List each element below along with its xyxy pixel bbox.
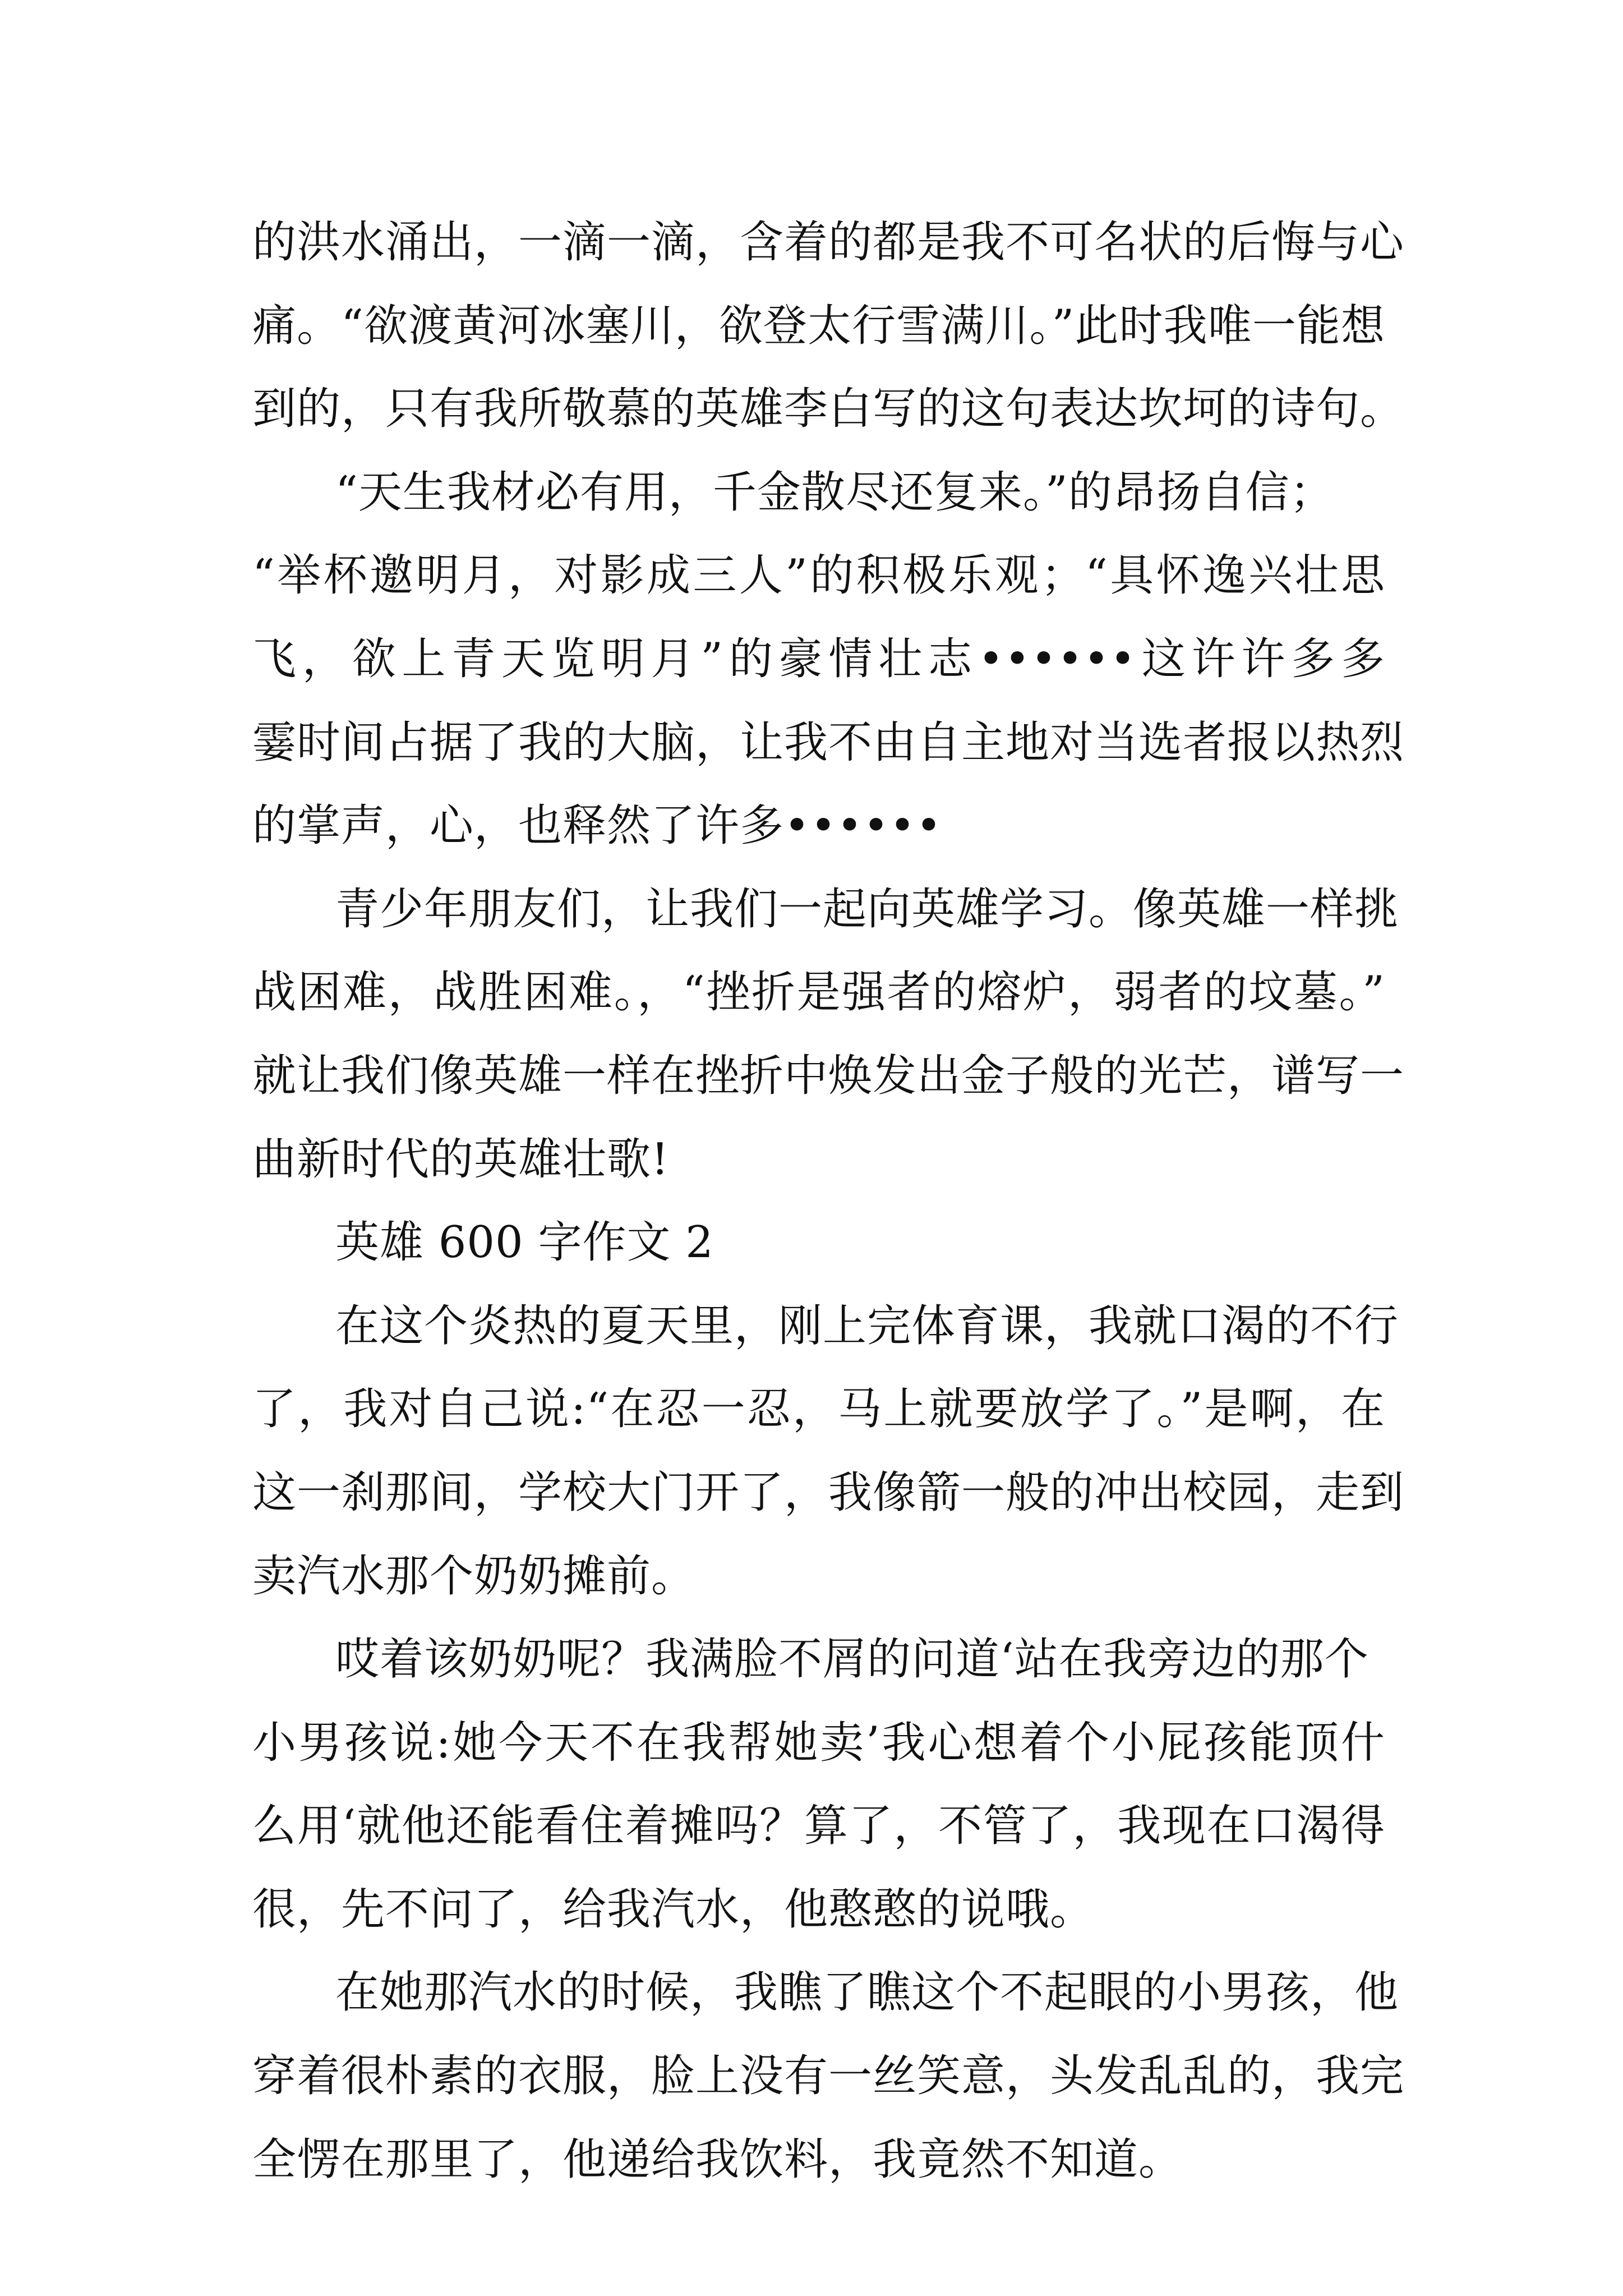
document-body: [252, 201, 1405, 2201]
paragraph-start-line: 哎着该奶奶呢？我满脸不屑的问道‘站在我旁边的那个: [335, 1634, 1369, 1685]
text-line: 小男孩说:她今天不在我帮她卖’我心想着个小屁孩能顶什: [252, 1717, 1385, 1768]
paragraph-start-line: 青少年朋友们，让我们一起向英雄学习。像英雄一样挑: [335, 884, 1399, 935]
text-line: 霎时间占据了我的大脑，让我不由自主地对当选者报以热烈: [252, 717, 1405, 768]
text-line: 很，先不问了，给我汽水，他憨憨的说哦。: [252, 1884, 1095, 1935]
text-line: 飞，欲上青天览明月”的豪情壮志••••••这许许多多: [252, 633, 1385, 684]
text-line: “举杯邀明月，对影成三人”的积极乐观；“具怀逸兴壮思: [252, 550, 1385, 601]
text-line: 就让我们像英雄一样在挫折中焕发出金子般的光芒，谱写一: [252, 1050, 1405, 1101]
text-line: 曲新时代的英雄壮歌!: [252, 1134, 670, 1185]
text-line: 全愣在那里了，他递给我饮料，我竟然不知道。: [252, 2134, 1183, 2185]
text-line: 卖汽水那个奶奶摊前。: [252, 1550, 696, 1602]
text-line: 战困难，战胜困难。，“挫折是强者的熔炉，弱者的坟墓。”: [252, 967, 1385, 1018]
text-line: 到的，只有我所敬慕的英雄李白写的这句表达坎坷的诗句。: [252, 384, 1405, 435]
text-line: 穿着很朴素的衣服，脸上没有一丝笑意，头发乱乱的，我完: [252, 2051, 1405, 2102]
text-line: 了，我对自己说:“在忍一忍，马上就要放学了。”是啊，在: [252, 1384, 1385, 1435]
paragraph-start-line: 在这个炎热的夏天里，刚上完体育课，我就口渴的不行: [335, 1300, 1399, 1351]
text-line: 痛。“欲渡黄河冰塞川，欲登太行雪满川。”此时我唯一能想: [252, 300, 1385, 351]
paragraph-start-line: “天生我材必有用，千金散尽还复来。”的昂扬自信；: [335, 467, 1334, 518]
text-line: 么用‘就他还能看住着摊吗？算了，不管了，我现在口渴得: [252, 1801, 1385, 1852]
paragraph-start-line: 在她那汽水的时候，我瞧了瞧这个不起眼的小男孩，他: [335, 1967, 1399, 2018]
text-line: 的掌声，心，也释然了许多••••••: [252, 800, 943, 852]
text-line: 这一刹那间，学校大门开了，我像箭一般的冲出校园，走到: [252, 1467, 1405, 1518]
text-line: 的洪水涌出，一滴一滴，含着的都是我不可名状的后悔与心: [252, 217, 1405, 268]
section-heading: 英雄 600 字作文 2: [335, 1217, 714, 1268]
